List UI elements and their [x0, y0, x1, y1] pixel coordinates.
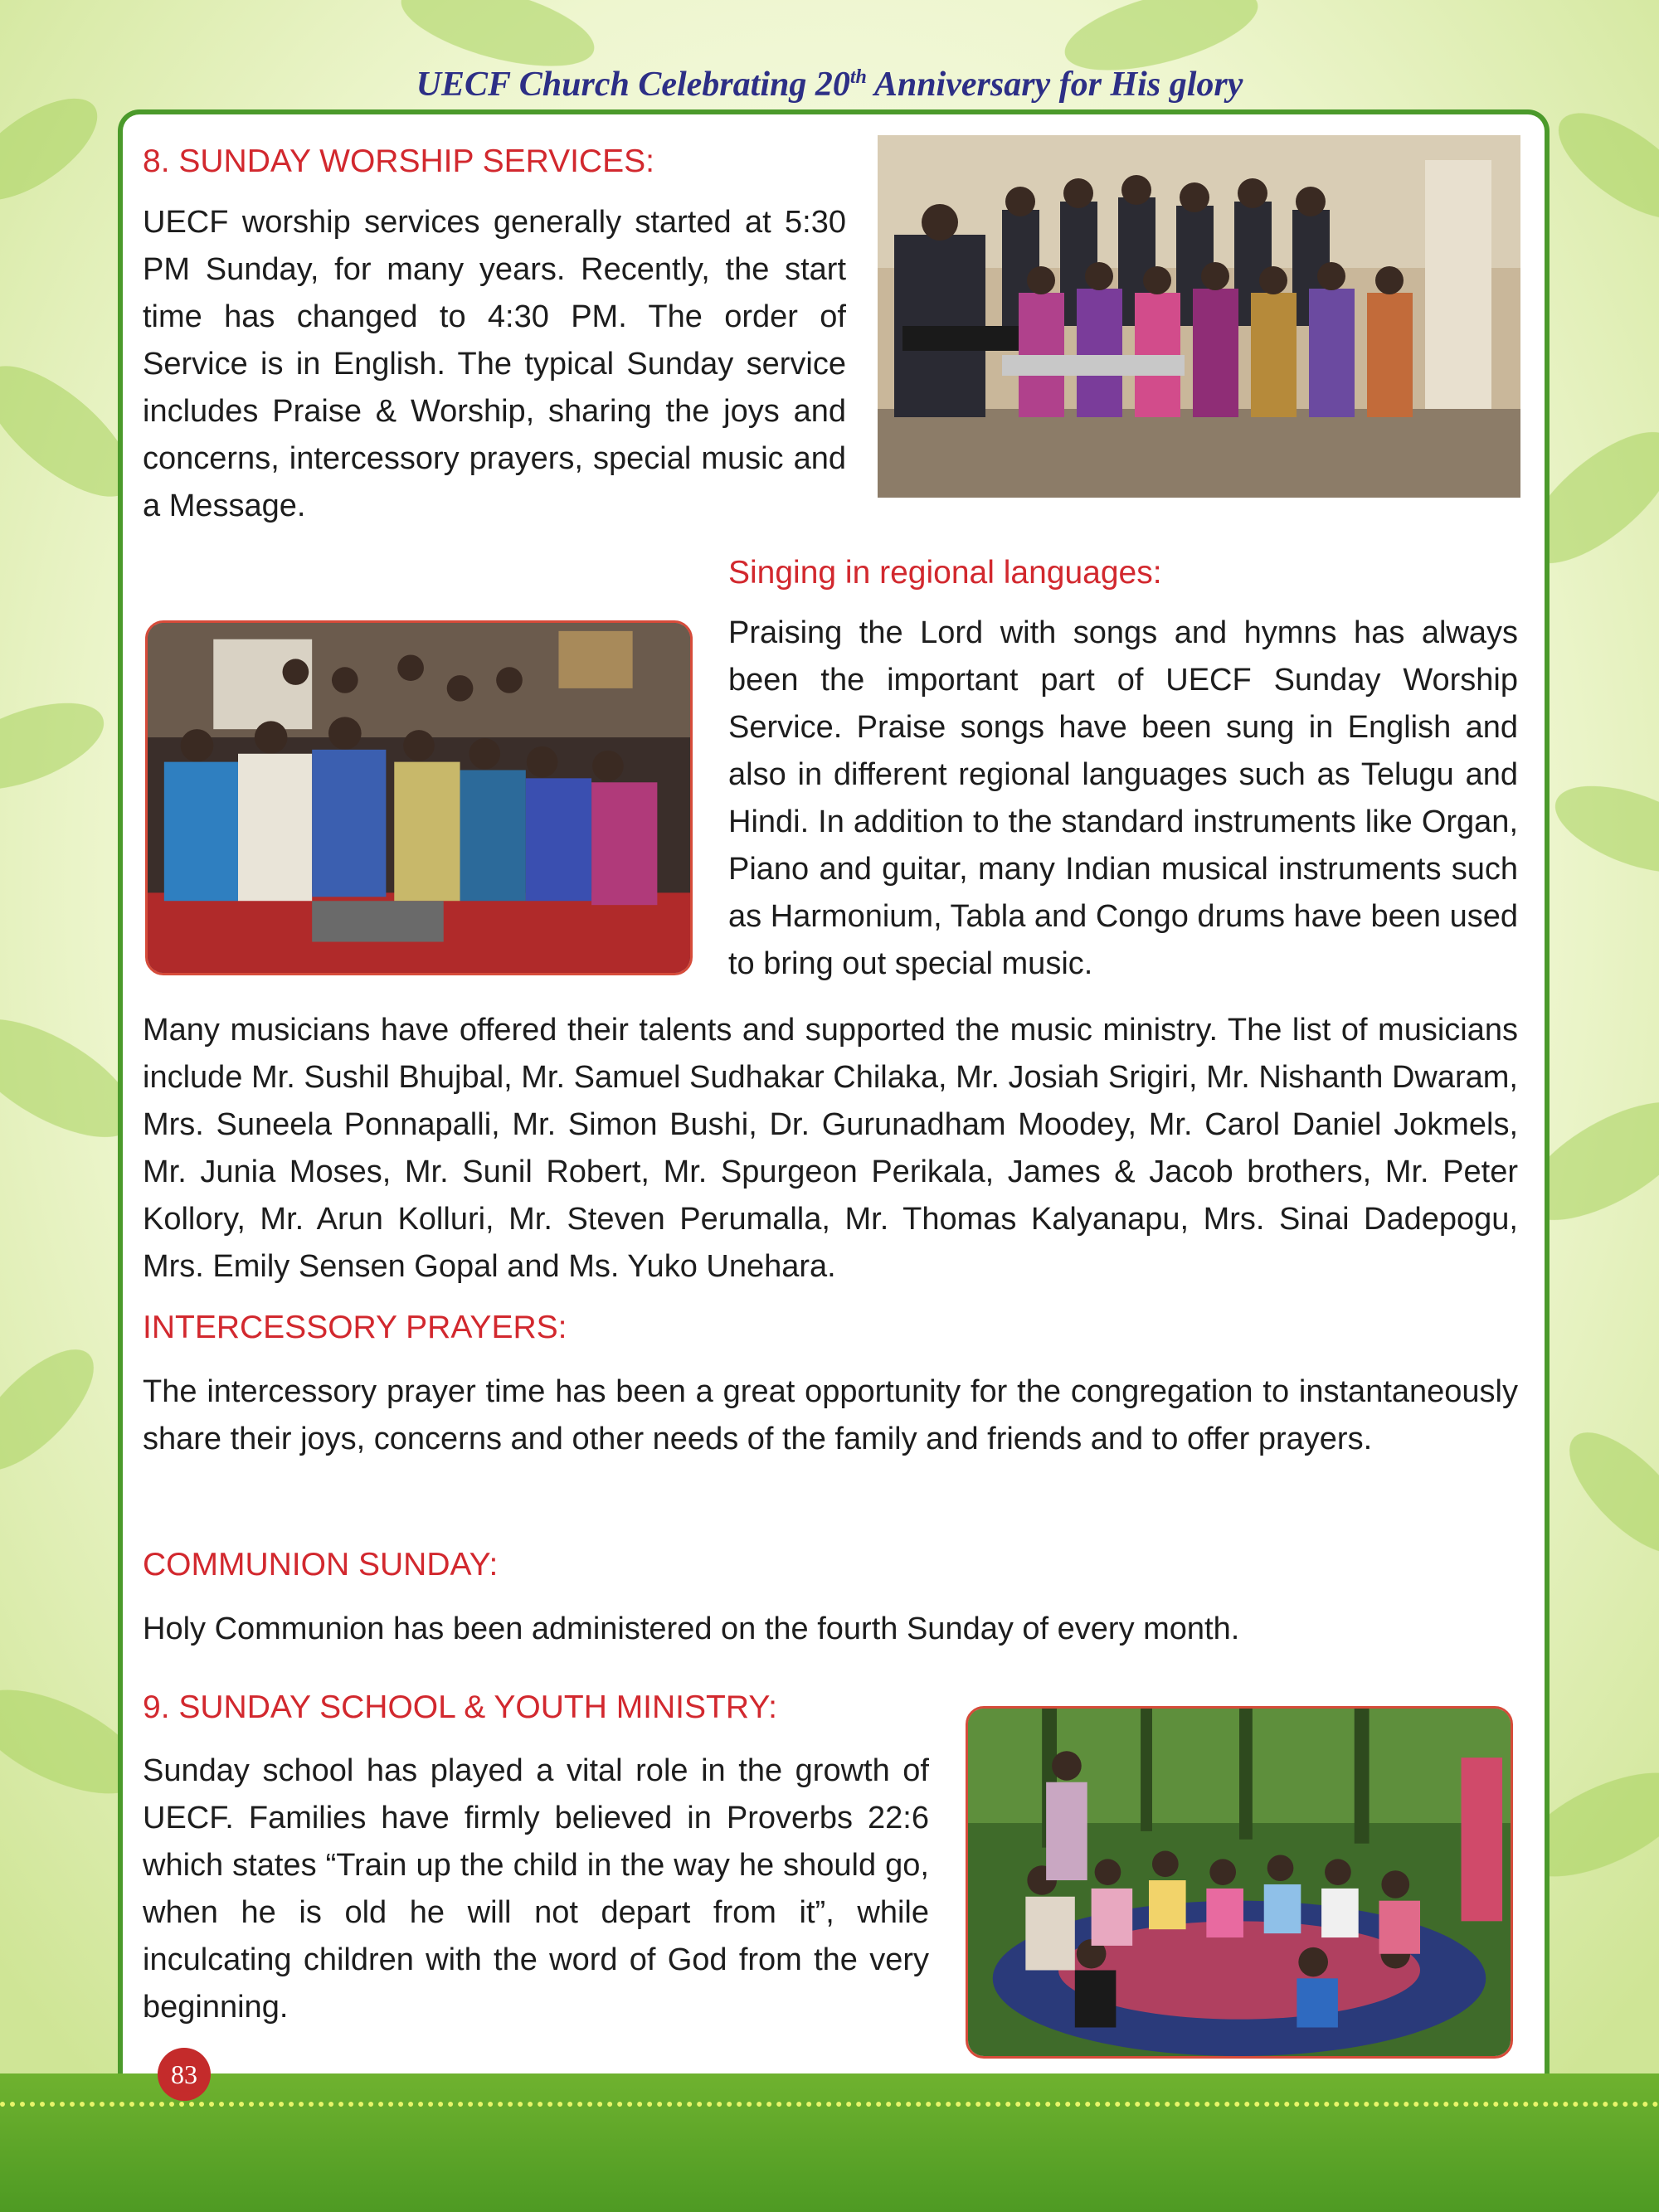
worship-choir-photo — [878, 135, 1520, 498]
sunday-school-picnic-photo — [966, 1706, 1513, 2059]
communion-heading: COMMUNION SUNDAY: — [143, 1547, 499, 1582]
singing-body: Praising the Lord with songs and hymns has always been the important part of UECF Sunday Worship Service. Praise songs have been sung in English and also in different regional languages such as Telugu and Hindi. In addition to the standard instruments like Organ, Piano and guitar, many Indian musical instruments such as Harmonium, Tabla and Congo drums have been used to bring out special music. — [728, 615, 1518, 981]
singing-group-photo — [145, 620, 693, 975]
musicians-body: Many musicians have offered their talents and supported the music ministry. The list of musicians include Mr. Sushil Bhujbal, Mr. Samuel Sudhakar Chilaka, Mr. Josiah Srigiri, Mr. Nishanth Dwaram, Mrs. Suneela Ponnapalli, Mr. Simon Bushi, Dr. Gurunadham Moodey, Mr. Carol Daniel Jokmels, Mr. Junia Moses, Mr. Sunil Robert, Mr. Spurgeon Perikala, James & Jacob brothers, Mr. Peter Kollory, Mr. Arun Kolluri, Mr. Steven Perumalla, Mr. Thomas Kalyanapu, Mrs. Sinai Dadepogu, Mrs. Emily Sensen Gopal and Ms. Yuko Unehara. — [143, 1013, 1518, 1284]
intercessory-body: The intercessory prayer time has been a great opportunity for the congregation to instantaneously share their joys, concerns and other needs of the family and friends and to offer prayers. — [143, 1374, 1518, 1456]
communion-body: Holy Communion has been administered on the fourth Sunday of every month. — [143, 1612, 1240, 1646]
page-header-title: UECF Church Celebrating 20th Anniversary for His glory — [416, 66, 1243, 104]
sunday-school-body: Sunday school has played a vital role in the growth of UECF. Families have firmly believed in Proverbs 22:6 which states “Train up the child in the way he should go, when he is old he will not depart from it”, while inculcating children with the word of God from the very beginning. — [143, 1753, 929, 2025]
page-number-badge: 83 — [158, 2048, 211, 2101]
worship-heading: 8. SUNDAY WORSHIP SERVICES: — [143, 143, 654, 179]
footer-dotted-line — [0, 2102, 1659, 2107]
page-footer-band — [0, 2073, 1659, 2212]
intercessory-heading: INTERCESSORY PRAYERS: — [143, 1310, 567, 1345]
sunday-school-heading: 9. SUNDAY SCHOOL & YOUTH MINISTRY: — [143, 1689, 778, 1725]
singing-heading: Singing in regional languages: — [728, 555, 1162, 591]
worship-body: UECF worship services generally started at 5:30 PM Sunday, for many years. Recently, the start time has changed to 4:30 PM. The order of Service is in English. The typical Sunday service includes Praise & Worship, sharing the joys and concerns, intercessory prayers, special music and a Message. — [143, 205, 846, 523]
